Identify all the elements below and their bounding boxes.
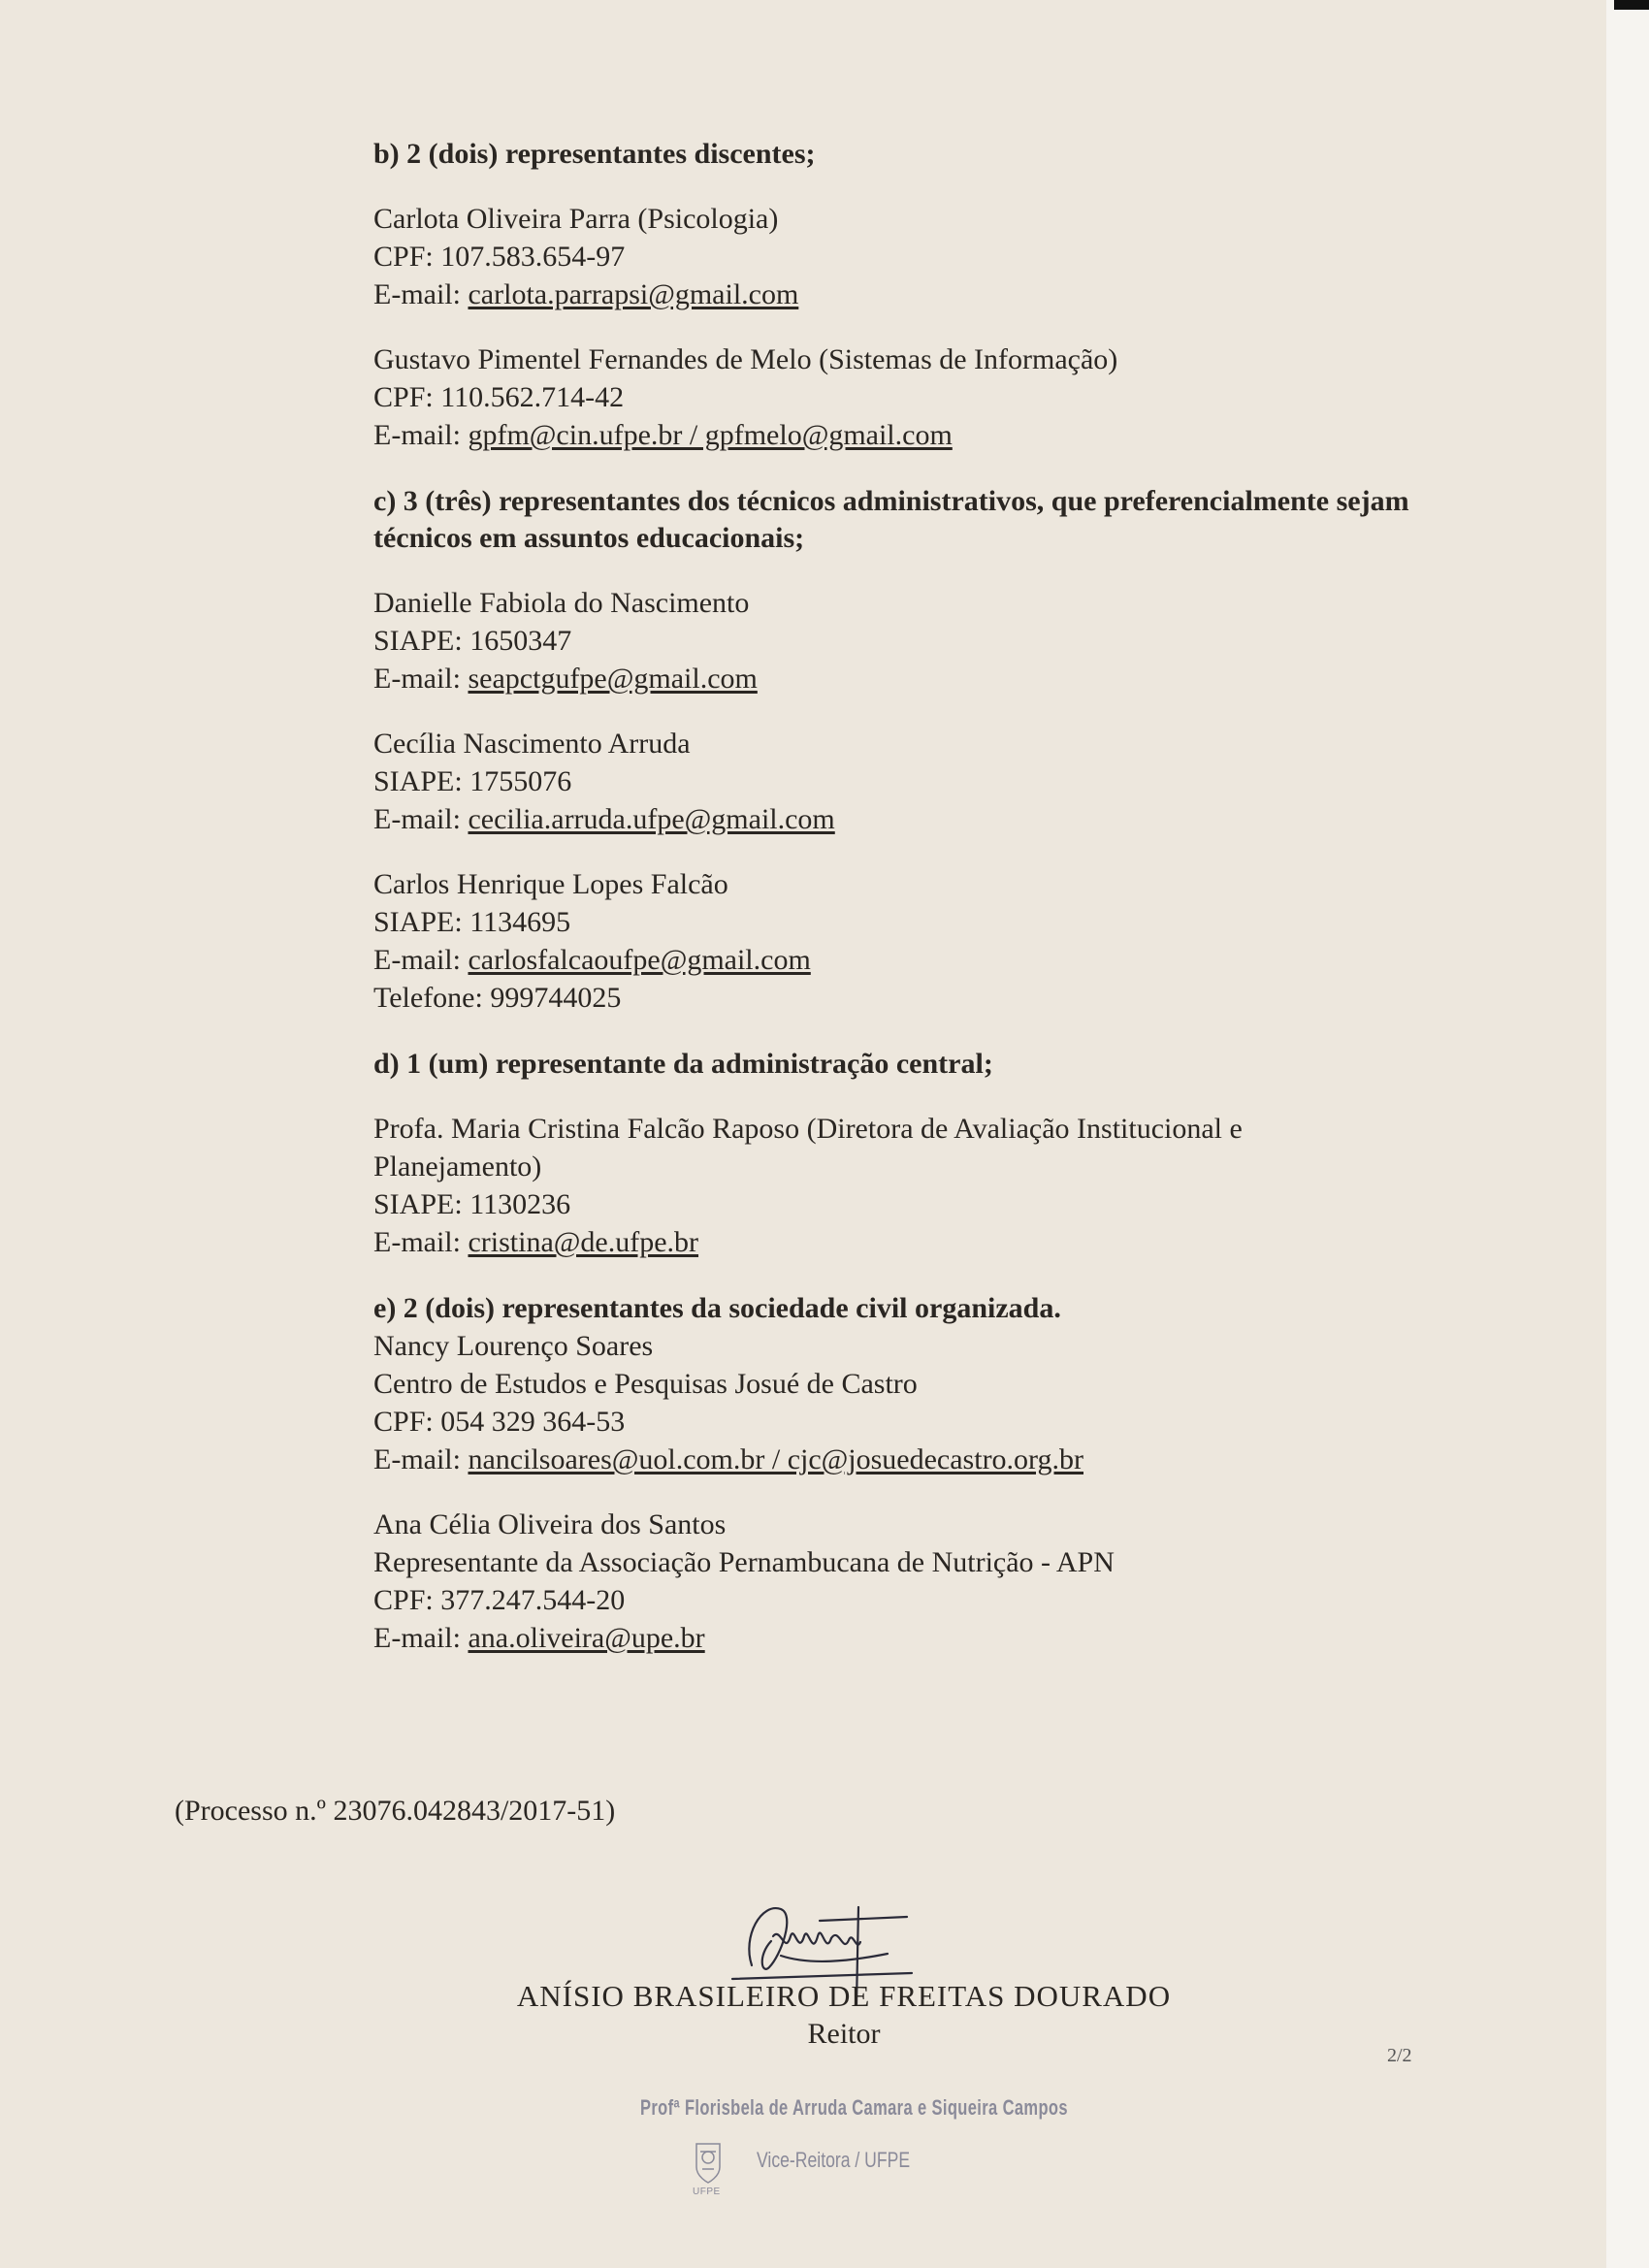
signatory-role: Reitor [807, 2018, 881, 2050]
page-number: 2/2 [1387, 2045, 1412, 2066]
person-email [373, 800, 1499, 838]
person-entry [373, 1327, 1499, 1478]
signatory-name: ANÍSIO BRASILEIRO DE FREITAS DOURADO [516, 1979, 1172, 2013]
email-link[interactable]: carlota.parrapsi@gmail.com [468, 278, 799, 310]
person-id [373, 622, 1499, 660]
signature-block [485, 1901, 1203, 2057]
id-value: 1130236 [469, 1188, 571, 1220]
person-email [373, 660, 1499, 697]
person-name: Cecília Nascimento Arruda [373, 728, 691, 760]
person-entry [373, 200, 1499, 313]
id-value: 1134695 [469, 906, 571, 938]
person-name: Danielle Fabiola do Nascimento [373, 587, 750, 619]
person-entry [373, 725, 1499, 838]
person-name: Ana Célia Oliveira dos Santos [373, 1508, 727, 1540]
person-id [373, 903, 1499, 941]
ufpe-seal-icon [691, 2138, 726, 2185]
person-id [373, 238, 1499, 275]
person-email [373, 1223, 1499, 1261]
person-id [373, 1581, 1499, 1619]
process-number: (Processo n.º 23076.042843/2017-51) [175, 1795, 616, 1827]
email-label: E-mail: [373, 419, 469, 451]
email-link[interactable]: nancilsoares@uol.com.br / cjc@josuedecastro.org.br [468, 1443, 1083, 1475]
person-organization: Centro de Estudos e Pesquisas Josué de Castro [373, 1368, 918, 1400]
person-id [373, 762, 1499, 800]
email-link[interactable]: seapctgufpe@gmail.com [468, 663, 758, 695]
id-label: SIAPE: [373, 906, 470, 938]
id-label: SIAPE: [373, 1188, 470, 1220]
person-email [373, 275, 1499, 313]
section-heading: d) 1 (um) representante da administração central; [373, 1048, 993, 1080]
email-label: E-mail: [373, 803, 469, 835]
section-heading: e) 2 (dois) representantes da sociedade civil organizada. [373, 1292, 1061, 1324]
id-label: CPF: [373, 381, 441, 413]
person-organization: Representante da Associação Pernambucana de Nutrição - APN [373, 1546, 1115, 1578]
person-name: Nancy Lourenço Soares [373, 1330, 654, 1362]
person-id [373, 1403, 1499, 1441]
section-d [373, 1046, 1499, 1261]
person-phone: Telefone: 999744025 [373, 982, 622, 1014]
person-email [373, 941, 1499, 979]
email-label: E-mail: [373, 1622, 469, 1654]
id-label: CPF: [373, 1584, 441, 1616]
stamp-name: Profª Florisbela de Arruda Camara e Siqueira Campos [640, 2095, 1068, 2120]
section-c [373, 483, 1499, 1017]
person-email [373, 1619, 1499, 1657]
email-label: E-mail: [373, 1443, 469, 1475]
email-label: E-mail: [373, 944, 469, 976]
person-id [373, 378, 1499, 416]
person-name: Profa. Maria Cristina Falcão Raposo (Diretora de Avaliação Institucional e Planejamento) [373, 1113, 1243, 1183]
id-value: 107.583.654-97 [440, 241, 626, 273]
email-link[interactable]: carlosfalcaoufpe@gmail.com [468, 944, 811, 976]
email-label: E-mail: [373, 663, 469, 695]
section-e [373, 1290, 1499, 1657]
id-value: 054 329 364-53 [440, 1406, 626, 1438]
email-label: E-mail: [373, 278, 469, 310]
id-value: 1650347 [469, 625, 572, 657]
email-link[interactable]: gpfm@cin.ufpe.br / gpfmelo@gmail.com [468, 419, 953, 451]
id-label: SIAPE: [373, 625, 470, 657]
id-value: 377.247.544-20 [440, 1584, 626, 1616]
email-link[interactable]: cristina@de.ufpe.br [468, 1226, 699, 1258]
person-entry [373, 1110, 1499, 1261]
person-name: Carlota Oliveira Parra (Psicologia) [373, 203, 779, 235]
person-entry [373, 340, 1499, 454]
person-entry [373, 584, 1499, 697]
email-label: E-mail: [373, 1226, 469, 1258]
person-name: Gustavo Pimentel Fernandes de Melo (Sistemas de Informação) [373, 343, 1118, 375]
person-email [373, 416, 1499, 454]
person-name: Carlos Henrique Lopes Falcão [373, 868, 728, 900]
document-body [373, 136, 1499, 1657]
id-label: CPF: [373, 1406, 441, 1438]
person-entry [373, 865, 1499, 1017]
id-value: 1755076 [469, 765, 572, 797]
scan-edge [1606, 0, 1649, 2268]
section-heading: c) 3 (três) representantes dos técnicos administrativos, que preferencialmente sejam técnicos em assuntos educacionais; [373, 485, 1409, 554]
section-b [373, 136, 1499, 454]
email-link[interactable]: ana.oliveira@upe.br [468, 1622, 705, 1654]
section-heading: b) 2 (dois) representantes discentes; [373, 138, 816, 170]
person-id [373, 1185, 1499, 1223]
stamp-role: Vice-Reitora / UFPE [757, 2148, 911, 2172]
id-label: CPF: [373, 241, 441, 273]
scan-corner-mark [1614, 0, 1649, 10]
person-email [373, 1441, 1499, 1478]
id-value: 110.562.714-42 [440, 381, 625, 413]
seal-label: UFPE [693, 2187, 721, 2197]
id-label: SIAPE: [373, 765, 470, 797]
official-stamp [640, 2095, 1068, 2212]
person-entry [373, 1506, 1499, 1657]
email-link[interactable]: cecilia.arruda.ufpe@gmail.com [468, 803, 835, 835]
